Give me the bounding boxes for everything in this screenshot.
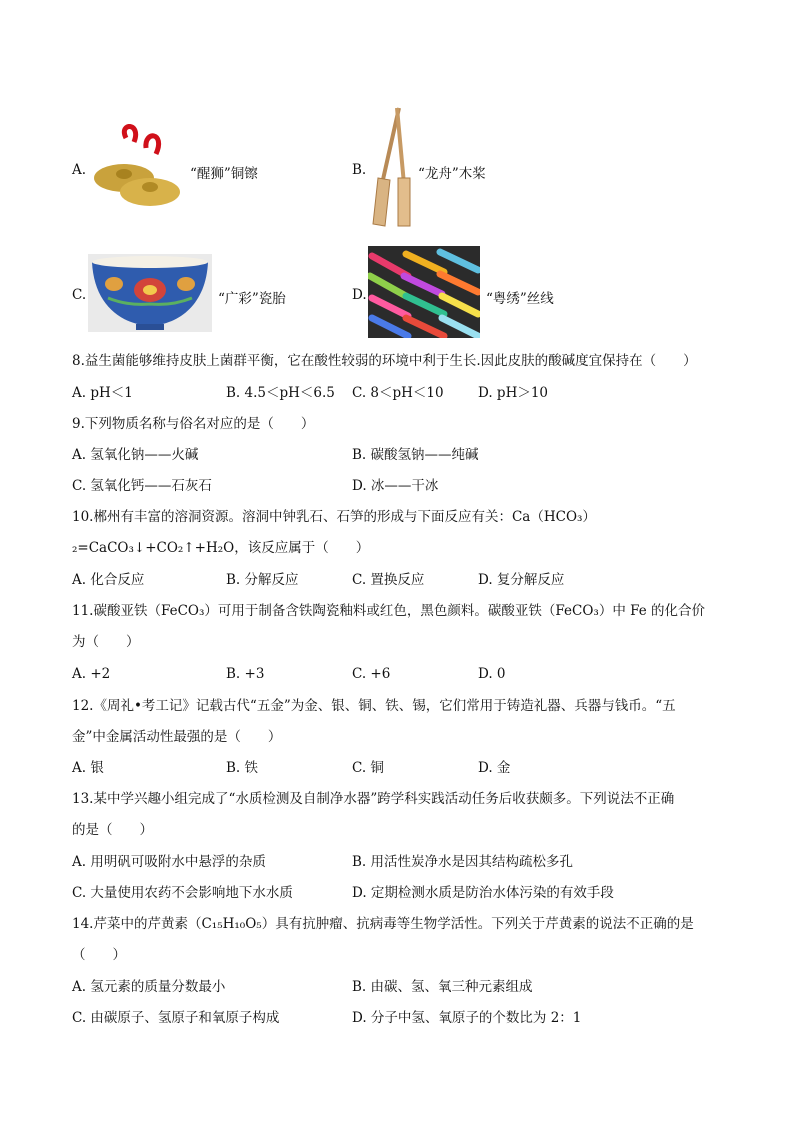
- q11-option-b: B. +3: [226, 666, 265, 682]
- q14-option-b: B. 由碳、氢、氧三种元素组成: [352, 979, 533, 995]
- q13-stem-line1: 13.某中学兴趣小组完成了“水质检测及自制净水器”跨学科实践活动任务后收获颇多。下列说法不正确: [72, 791, 675, 807]
- q8-option-d: D. pH＞10: [478, 385, 549, 401]
- q12-option-b: B. 铁: [226, 760, 259, 776]
- embroidery-threads-photo: [368, 246, 480, 338]
- q13-stem-line2: 的是（ ）: [72, 822, 153, 838]
- q8-stem: 8.益生菌能够维持皮肤上菌群平衡，它在酸性较弱的环境中利于生长.因此皮肤的酸碱度宜保持在（ ）: [72, 353, 697, 369]
- q11-option-a: A. +2: [72, 666, 111, 682]
- option-b-caption: “龙舟”木桨: [418, 166, 486, 182]
- q12-option-c: C. 铜: [352, 760, 384, 776]
- q11-stem-line1: 11.碳酸亚铁（FeCO₃）可用于制备含铁陶瓷釉料或红色，黑色颜料。碳酸亚铁（FeCO₃）中 Fe 的化合价: [72, 603, 706, 619]
- option-c-caption: “广彩”瓷胎: [218, 291, 286, 307]
- q12-option-d: D. 金: [478, 760, 511, 776]
- q11-option-d: D. 0: [478, 666, 506, 682]
- porcelain-bowl-photo: [88, 254, 212, 332]
- q14-stem-line1: 14.芹菜中的芹黄素（C₁₅H₁₀O₅）具有抗肿瘤、抗病毒等生物学活性。下列关于芹黄素的说法不正确的是: [72, 916, 694, 932]
- q12-stem-line2: 金”中金属活动性最强的是（ ）: [72, 729, 282, 745]
- q10-option-b: B. 分解反应: [226, 572, 299, 588]
- q8-option-c: C. 8＜pH＜10: [352, 385, 444, 401]
- option-d-caption: “粤绣”丝线: [486, 291, 554, 307]
- q11-option-c: C. +6: [352, 666, 391, 682]
- q10-stem-line2: ₂=CaCO₃↓+CO₂↑+H₂O，该反应属于（ ）: [72, 540, 370, 556]
- q10-option-d: D. 复分解反应: [478, 572, 565, 588]
- q8-option-b: B. 4.5＜pH＜6.5: [226, 385, 335, 401]
- q13-option-a: A. 用明矾可吸附水中悬浮的杂质: [72, 854, 266, 870]
- q9-option-b: B. 碳酸氢钠——纯碱: [352, 447, 479, 463]
- option-a-letter: A.: [72, 162, 87, 178]
- q10-option-c: C. 置换反应: [352, 572, 425, 588]
- q14-option-c: C. 由碳原子、氢原子和氧原子构成: [72, 1010, 280, 1026]
- q13-option-c: C. 大量使用农药不会影响地下水水质: [72, 885, 293, 901]
- q14-option-a: A. 氢元素的质量分数最小: [72, 979, 226, 995]
- cymbals-photo: [88, 124, 184, 214]
- q12-option-a: A. 银: [72, 760, 104, 776]
- q14-stem-line2: （ ）: [72, 947, 126, 963]
- wooden-oars-photo: [368, 104, 414, 230]
- q10-option-a: A. 化合反应: [72, 572, 145, 588]
- q11-stem-line2: 为（ ）: [72, 634, 140, 650]
- option-d-letter: D.: [352, 287, 367, 303]
- q8-option-a: A. pH＜1: [72, 385, 133, 401]
- q14-option-d: D. 分子中氢、氧原子的个数比为 2：1: [352, 1010, 582, 1026]
- option-c-letter: C.: [72, 287, 87, 303]
- q9-stem: 9.下列物质名称与俗名对应的是（ ）: [72, 416, 315, 432]
- q9-option-c: C. 氢氧化钙——石灰石: [72, 478, 212, 494]
- q12-stem-line1: 12.《周礼•考工记》记载古代“五金”为金、银、铜、铁、锡，它们常用于铸造礼器、兵器与钱币。“五: [72, 698, 676, 714]
- q13-option-b: B. 用活性炭净水是因其结构疏松多孔: [352, 854, 574, 870]
- q9-option-d: D. 冰——干冰: [352, 478, 439, 494]
- q9-option-a: A. 氢氧化钠——火碱: [72, 447, 199, 463]
- q10-stem-line1: 10.郴州有丰富的溶洞资源。溶洞中钟乳石、石笋的形成与下面反应有关：Ca（HCO₃）: [72, 509, 596, 525]
- option-a-caption: “醒狮”铜镲: [190, 166, 258, 182]
- q13-option-d: D. 定期检测水质是防治水体污染的有效手段: [352, 885, 614, 901]
- option-b-letter: B.: [352, 162, 367, 178]
